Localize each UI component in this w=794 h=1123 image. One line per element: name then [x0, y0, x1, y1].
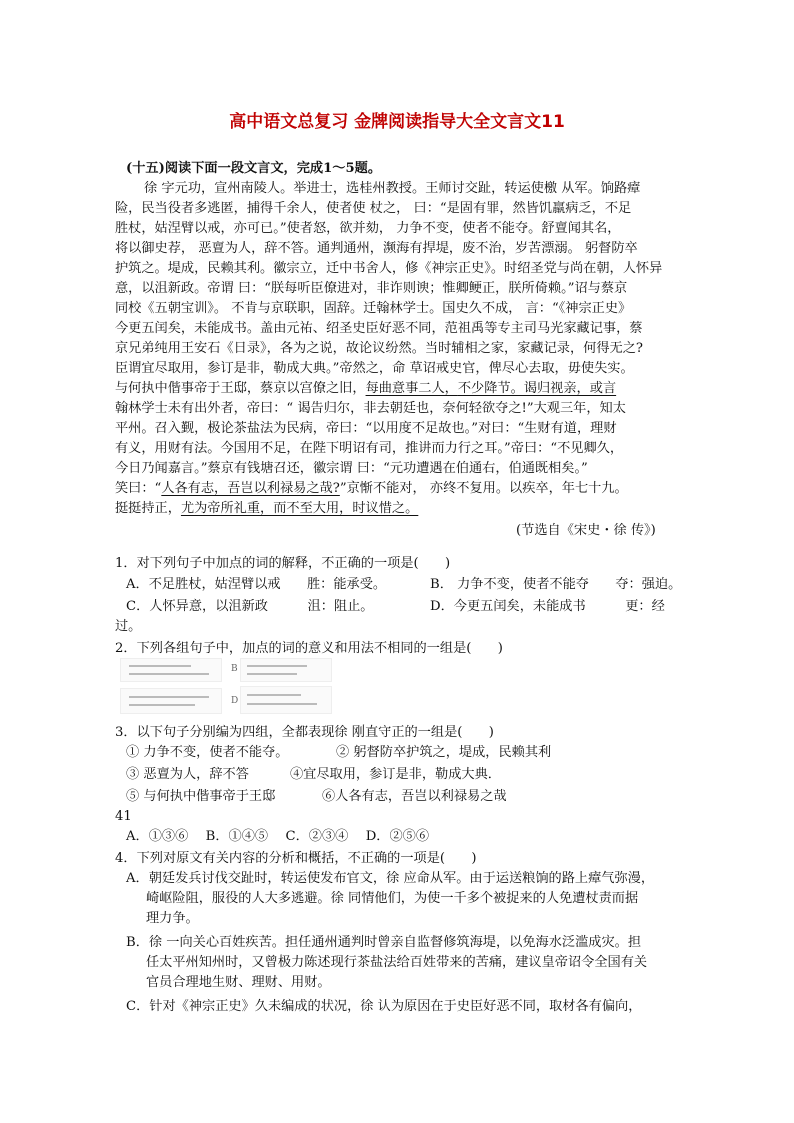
page-number: 41 [115, 809, 132, 824]
question-2-option-a-image [120, 658, 222, 682]
question-3-item-5: ⑤ 与何执中偕事帝于王邸 [126, 789, 276, 804]
question-4-option-b: B．徐 一向关心百姓疾苦。担任通州通判时曾亲自监督修筑海堤，以免海水泛滥成灾。担 [126, 935, 642, 950]
question-2-label-d: D [231, 696, 239, 706]
passage-line: 今更五闰矣，未能成书。盖由元祐、绍圣史臣好恶不同，范祖禹等专主司马光家藏记事，蔡 [115, 321, 643, 336]
passage-line: 今日乃闻嘉言。”蔡京有钱塘召还，徽宗谓 曰：“元功遭遇在伯通右，伯通既相矣。” [115, 461, 588, 476]
question-3-item-6: ⑥人各有志，吾岂以利禄易之哉 [322, 789, 507, 804]
passage-text: ”京惭不能对， 亦终不复用。以疾卒，年七十九。 [339, 481, 628, 496]
question-3-item-3: ③ 恶亶为人，辞不答 [126, 767, 249, 782]
question-1-option-b: B． 力争不变，使者不能夺 夺：强迫。 [430, 577, 682, 592]
source-citation: (节选自《宋史・徐 传》) [516, 523, 656, 538]
underlined-sentence: 尤为帝所礼重，而不至大用，时议惜之。 [180, 501, 419, 516]
question-4-stem: 4．下列对原文有关内容的分析和概括，不正确的一项是( ) [115, 851, 477, 866]
passage-line: 臣谓宜尽取用，参订是非，勒成大典。”帝然之，命 草诏戒史官，俾尽心去取，毋使失实。 [115, 361, 634, 376]
question-2-option-b-image [240, 658, 332, 682]
passage-line: 胜杖，姑涅臂以戒，亦可已。”使者怒，欲并劾， 力争不变，使者不能夺。舒亶闻其名， [115, 221, 621, 236]
passage-line: 险，民当役者多逃匿，捕得千余人，使者使 杖之， 曰：“是固有罪，然皆饥羸病乏，不足 [115, 201, 632, 216]
question-2-stem: 2．下列各组句子中，加点的词的意义和用法不相同的一组是( ) [115, 641, 503, 656]
underlined-sentence: 人各有志，吾岂以利禄易之哉? [161, 481, 340, 496]
question-4-option-b-cont: 任太平州知州时，又曾极力陈述现行茶盐法给百姓带来的苦痛，建议皇帝诏令全国有关 [146, 955, 648, 970]
question-4-option-a-cont: 崎岖险阻，服役的人大多逃避。徐 同情他们，为使一千多个被捉来的人免遭杖责而据 [146, 891, 639, 906]
question-3-item-1: ① 力争不变，使者不能夺。 [126, 745, 289, 760]
underlined-sentence: 每曲意事二人， [365, 381, 458, 396]
passage-line: 将以御史荐， 恶亶为人，辞不答。通判通州，濒海有捍堤，废不治，岁苦漂溺。 躬督防卒 [115, 241, 638, 256]
question-2-option-c-image [120, 688, 222, 714]
passage-line: 护筑之。堤成，民赖其利。徽宗立，迁中书舍人，修《神宗正史》。时绍圣党与尚在朝，人怀异 [115, 261, 663, 276]
underlined-sentence: 不少降节。谒归视亲，或言 [457, 381, 617, 396]
passage-line: 徐 字元功，宣州南陵人。举进士，选桂州教授。王师讨交趾，转运使檄 从军。饷路瘴 [144, 181, 641, 196]
passage-text: 笑曰：“ [115, 481, 162, 496]
question-3-item-4: ④宜尽取用，参订是非，勒成大典． [290, 767, 501, 782]
passage-line: 意，以沮新政。帝谓 曰：“朕每听臣僚进对，非诈则谀；惟卿鲠正，朕所倚赖。”诏与蔡京 [115, 281, 628, 296]
passage-line [115, 380, 616, 398]
question-1-option-d: D．今更五闰矣，未能成书 更：经 [430, 599, 665, 614]
question-4-option-b-cont: 官员合理地生财、理财、用财。 [146, 975, 331, 990]
passage-text: 与何执中偕事帝于王邸，蔡京以宫僚之旧， [115, 381, 366, 396]
page-title: 高中语文总复习 金牌阅读指导大全文言文11 [229, 112, 565, 132]
passage-text: 挺挺持正， [115, 501, 181, 516]
question-3-stem: 3．以下句子分别编为四组，全都表现徐 刚直守正的一组是( ) [115, 725, 494, 740]
passage-line: 平州。召入觐，极论茶盐法为民病，帝曰：“以用度不足故也。”对曰：“生财有道，理财 [115, 421, 617, 436]
passage-line: 同校《五朝宝训》。 不肯与京联职，固辞。迁翰林学士。国史久不成， 言：“《神宗正史》 [115, 301, 632, 316]
question-4-option-a-cont: 理力争。 [146, 911, 199, 926]
passage-line [115, 480, 628, 498]
question-2-option-d-image [240, 686, 332, 714]
question-3-item-2: ② 躬督防卒护筑之，堤成，民赖其利 [336, 745, 552, 760]
question-1-option-c: C．人怀异意，以沮新政 沮：阻止。 [126, 599, 374, 614]
question-4-option-a: A．朝廷发兵讨伐交趾时，转运使发布官文，徐 应命从军。由于运送粮饷的路上瘴气弥漫， [126, 871, 655, 886]
question-3-options: A．①③⑥ B．①④⑤ C．②③④ D．②⑤⑥ [126, 829, 430, 844]
question-intro: (十五)阅读下面一段文言文，完成1～5题。 [126, 161, 382, 176]
question-1-option-d-cont: 过。 [115, 619, 142, 634]
question-4-option-c: C．针对《神宗正史》久未编成的状况，徐 认为原因在于史臣好恶不同，取材各有偏向， [126, 999, 642, 1014]
question-1-stem: 1．对下列句子中加点的词的解释，不正确的一项是( ) [115, 556, 451, 571]
passage-line: 有义，用财有法。今国用不足，在陛下明诏有司，推讲而力行之耳。”帝曰：“不见卿久， [115, 441, 624, 456]
passage-line: 翰林学士未有出外者，帝曰：“ 谒告归尔，非去朝廷也，奈何轻欲夺之!”大观三年，知太 [115, 401, 626, 416]
passage-line [115, 500, 418, 518]
question-1-option-a: A．不足胜杖，姑涅臂以戒 胜：能承受。 [126, 577, 387, 592]
question-2-label-b: B [231, 664, 238, 674]
passage-line: 京兄弟纯用王安石《日录》，各为之说，故论议纷然。当时辅相之家，家藏记录，何得无之? [115, 341, 643, 356]
